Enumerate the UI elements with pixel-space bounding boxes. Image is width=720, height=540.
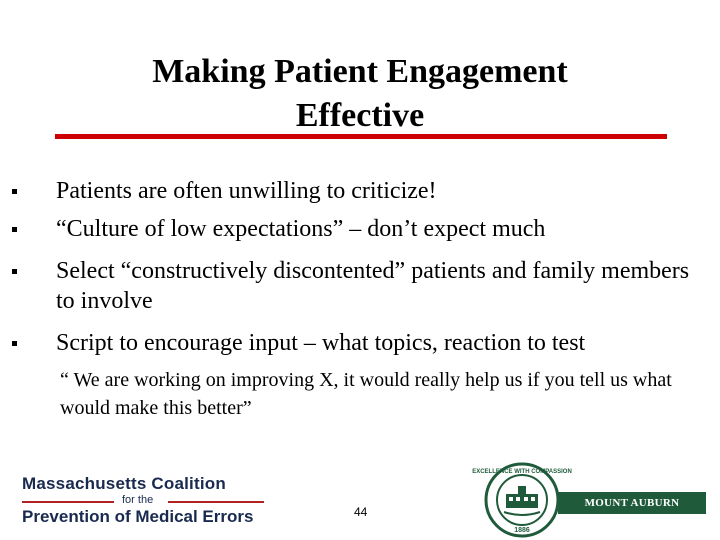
title-underline [55,134,667,139]
bullet-item [56,256,696,316]
coalition-line-3: Prevention of Medical Errors [22,507,254,526]
bullet-text: Script to encourage input – what topics, reaction to test [56,330,586,356]
bullet-item [56,176,706,206]
coalition-rule-right [168,501,264,503]
hospital-name: MOUNT AUBURN HOSPITAL [558,492,706,514]
bullet-marker [12,269,17,274]
page-number: 44 [354,505,368,519]
bullet-text: Patients are often unwilling to criticize! [56,178,437,204]
bullet-marker [12,189,17,194]
hospital-seal-icon [472,462,572,538]
bullet-marker [12,227,17,232]
coalition-logo [22,472,268,528]
coalition-line-2: for the [122,494,154,506]
seal-text: EXCELLENCE WITH COMPASSION [472,469,572,475]
bullet-marker [12,341,17,346]
hospital-logo [472,462,710,538]
title-line-1: Making Patient Engagement [152,53,568,90]
title-line-2: Effective [295,97,425,134]
bullet-text: Select “constructively discontented” patients and family members to involve [56,258,690,314]
quote-subtext: “ We are working on improving X, it would really help us if you tell us what would make this better” [60,369,672,419]
bullet-text: “Culture of low expectations” – don’t expect much [56,216,546,242]
bullet-item [56,214,706,244]
seal-year: 1886 [514,527,530,534]
coalition-line-1: Massachusetts Coalition [22,474,226,493]
slide-title [60,50,660,138]
coalition-rule-left [22,501,114,503]
bullet-item [56,328,706,358]
